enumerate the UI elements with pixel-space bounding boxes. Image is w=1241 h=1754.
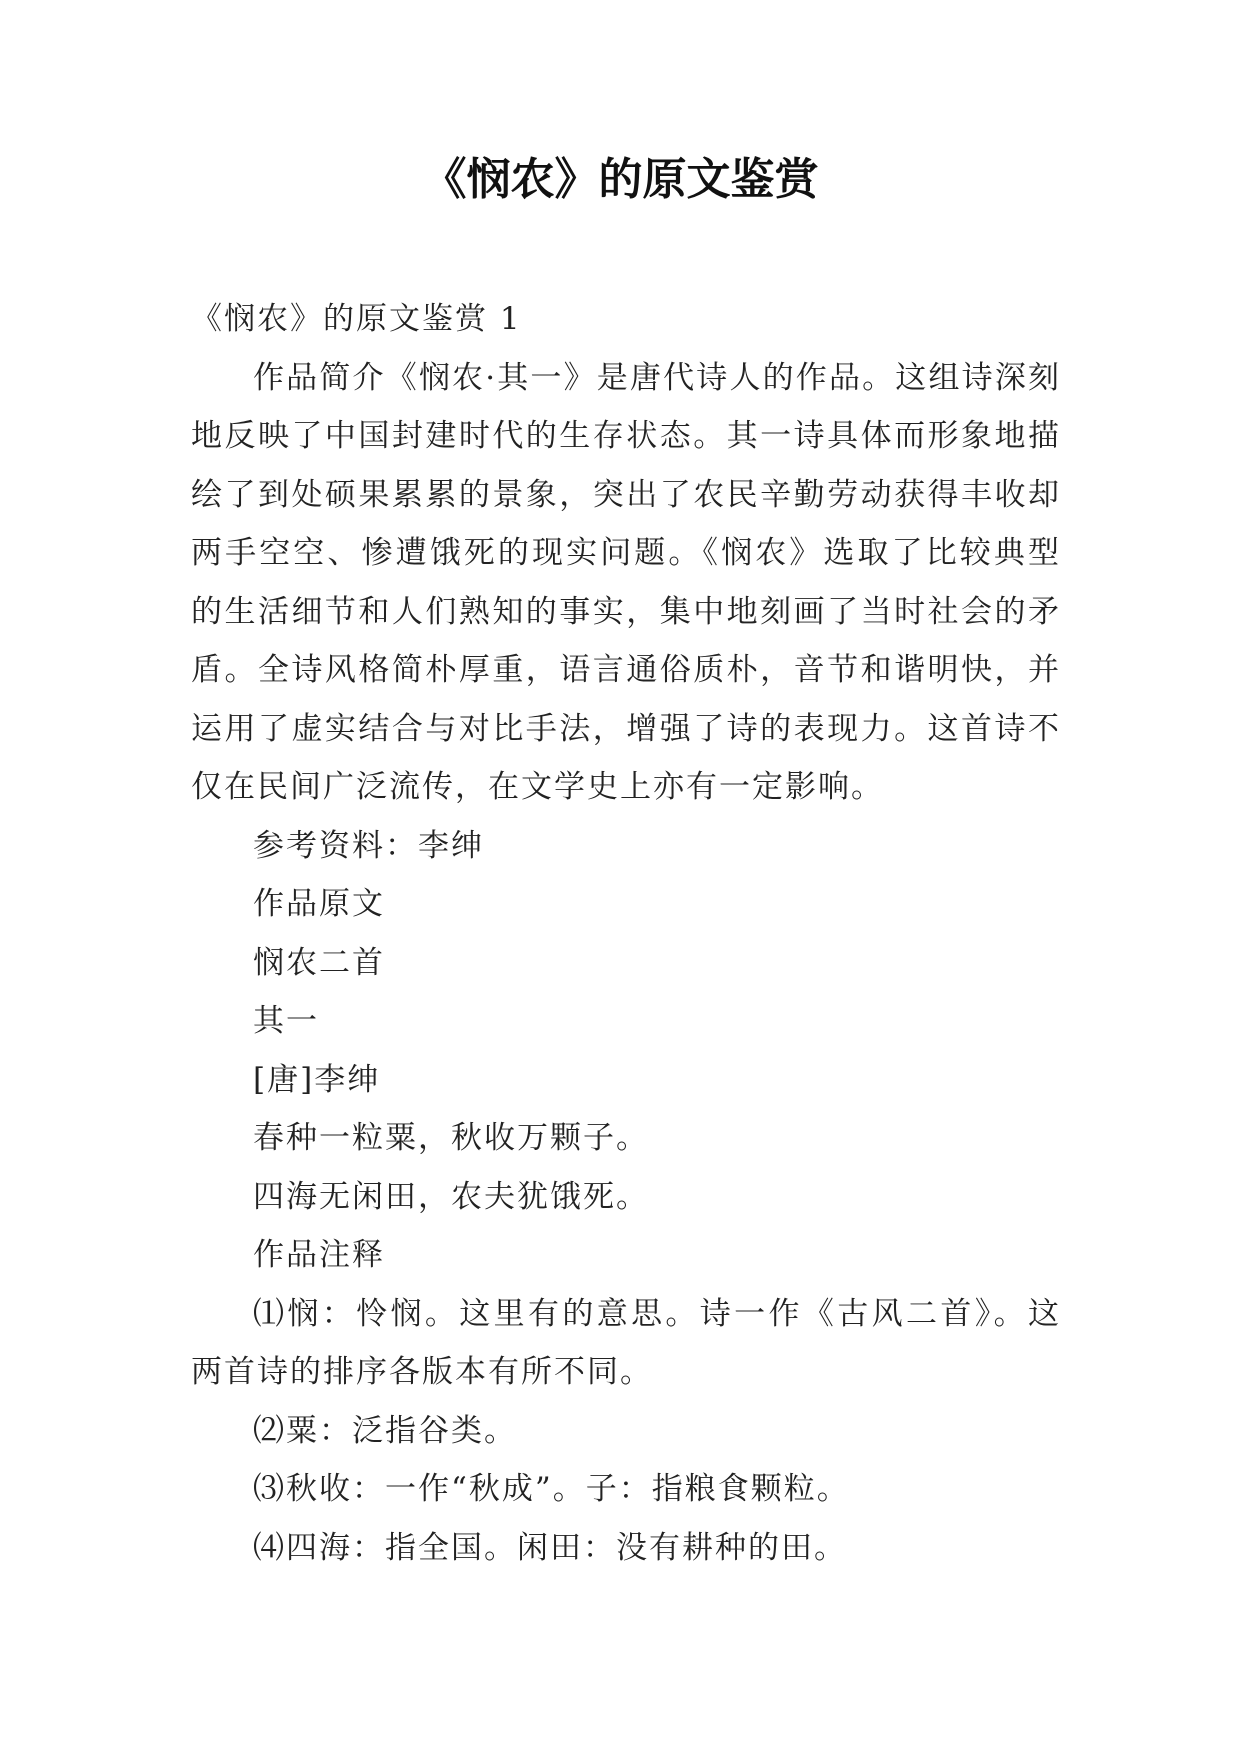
note-item: ⑴悯：怜悯。这里有的意思。诗一作《古风二首》。这两首诗的排序各版本有所不同。 [191, 1295, 1061, 1390]
note-item: ⑵粟：泛指谷类。 [253, 1412, 517, 1449]
notes-heading: 作品注释 [253, 1237, 385, 1273]
poem-part: 其一 [253, 1003, 319, 1039]
document-title: 《悯农》的原文鉴赏 [422, 154, 819, 205]
note-item: ⑶秋收：一作“秋成”。子：指粮食颗粒。 [253, 1471, 850, 1507]
section-heading: 《悯农》的原文鉴赏 1 [191, 301, 522, 337]
poem-line: 四海无闲田，农夫犹饿死。 [253, 1178, 649, 1215]
reference-line: 参考资料：李绅 [253, 827, 484, 864]
intro-paragraph: 作品简介《悯农·其一》是唐代诗人的作品。这组诗深刻地反映了中国封建时代的生存状态。其一诗具体而形象地描绘了到处硕果累累的景象，突出了农民辛勤劳动获得丰收却两手空空、惨遭饿死的现实问题。《悯农》选取了比较典型的生活细节和人们熟知的事实，集中地刻画了当时社会的矛盾。全诗风格简朴厚重，语言通俗质朴，音节和谐明快，并运用了虚实结合与对比手法，增强了诗的表现力。这首诗不仅在民间广泛流传，在文学史上亦有一定影响。 [191, 359, 1061, 805]
poem-author: [唐]李绅 [253, 1061, 381, 1098]
original-heading: 作品原文 [253, 886, 385, 922]
poem-title: 悯农二首 [253, 944, 385, 981]
document-body [191, 290, 1061, 1577]
poem-line: 春种一粒粟，秋收万颗子。 [253, 1120, 649, 1156]
note-item: ⑷四海：指全国。闲田：没有耕种的田。 [253, 1529, 847, 1566]
